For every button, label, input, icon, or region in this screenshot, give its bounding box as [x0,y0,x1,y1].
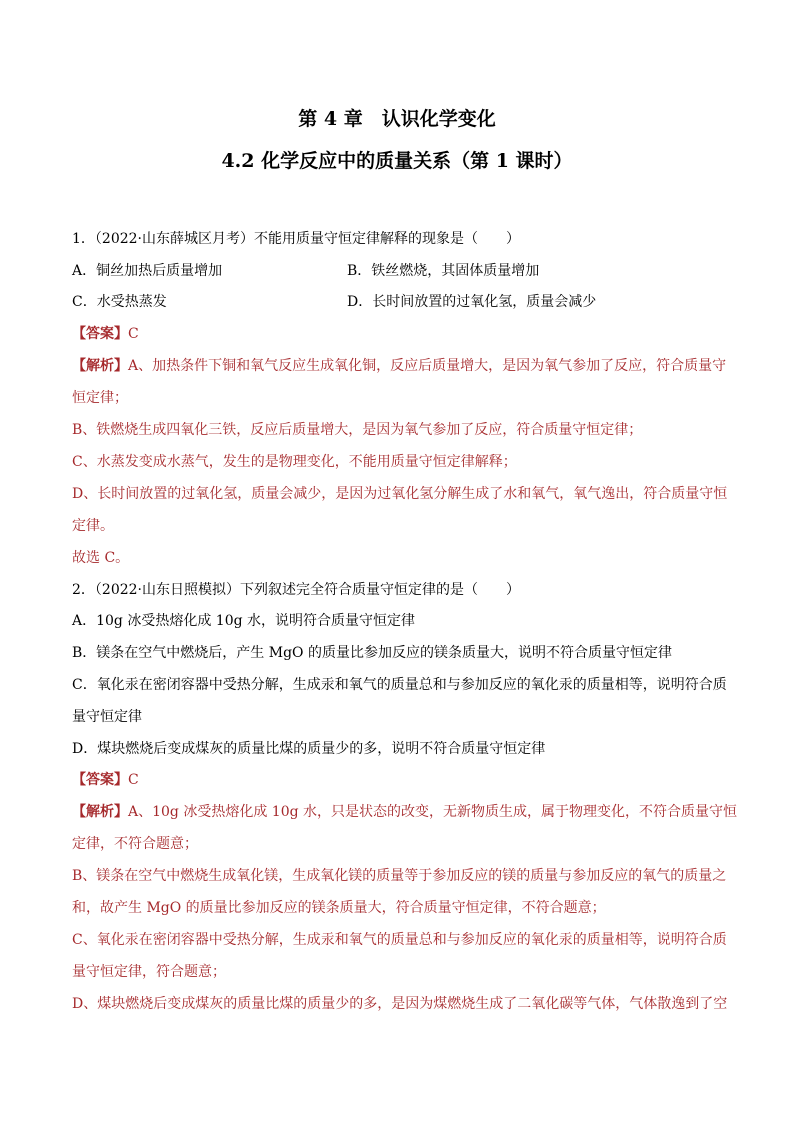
q2-option-d: D．煤块燃烧后变成煤灰的质量比煤的质量少的多，说明不符合质量守恒定律 [72,741,546,757]
analysis-tag: 【解析】 [72,358,128,374]
q2-analysis-line: B、镁条在空气中燃烧生成氧化镁，生成氧化镁的质量等于参加反应的镁的质量与参加反应的氧气的质量之 [72,868,727,884]
answer-value: C [128,772,139,788]
q2-analysis-line: 和，故产生 MgO 的质量比参加反应的镁条质量大，符合质量守恒定律，不符合题意； [72,900,606,916]
q2-option-a: A．10g 冰受热熔化成 10g 水，说明符合质量守恒定律 [72,613,416,629]
q1-option-b: B．铁丝燃烧，其固体质量增加 [347,263,540,279]
q2-analysis-line: C、氧化汞在密闭容器中受热分解，生成汞和氧气的质量总和与参加反应的氧化汞的质量相等，说明符合质 [72,932,727,948]
q1-analysis-line: B、铁燃烧生成四氧化三铁，反应后质量增大，是因为氧气参加了反应，符合质量守恒定律； [72,422,643,438]
q2-option-c: C．氧化汞在密闭容器中受热分解，生成汞和氧气的质量总和与参加反应的氧化汞的质量相等，说明符合质 [72,677,727,693]
q1-option-a: A．铜丝加热后质量增加 [72,263,223,279]
q1-analysis-line: 定律。 [72,518,114,534]
q1-option-d: D．长时间放置的过氧化氢，质量会减少 [347,294,597,310]
analysis-text: A、10g 冰受热熔化成 10g 水，只是状态的改变，无新物质生成，属于物理变化，不符合质量守恒 [128,804,738,820]
q1-analysis-line: 恒定律； [72,390,128,406]
q2-analysis-line: 定律，不符合题意； [72,836,198,852]
chapter-title: 第 4 章 认识化学变化 [298,108,496,130]
q1-option-row-1 [72,262,724,280]
q2-analysis-line: 量守恒定律，符合题意； [72,964,226,980]
q1-analysis-line: D、长时间放置的过氧化氢，质量会减少，是因为过氧化氢分解生成了水和氧气，氧气逸出，符合质量守恒 [72,486,728,502]
q2-analysis-line [72,803,738,821]
section-title: 4.2 化学反应中的质量关系（第 1 课时） [221,150,573,172]
q2-option-c-cont: 量守恒定律 [72,709,142,725]
q1-analysis-line: C、水蒸发变成水蒸气，发生的是物理变化，不能用质量守恒定律解释； [72,454,517,470]
answer-value: C [128,326,139,342]
q1-option-row-2 [72,293,724,311]
q1-analysis-line [72,357,727,375]
analysis-text: A、加热条件下铜和氧气反应生成氧化铜，反应后质量增大，是因为氧气参加了反应，符合质量守 [128,358,727,374]
q2-option-b: B．镁条在空气中燃烧后，产生 MgO 的质量比参加反应的镁条质量大，说明不符合质量守恒定律 [72,645,672,661]
answer-tag: 【答案】 [72,772,128,788]
q2-stem: 2．（2022·山东日照模拟）下列叙述完全符合质量守恒定律的是（ ） [72,582,520,598]
analysis-tag: 【解析】 [72,804,128,820]
answer-tag: 【答案】 [72,326,128,342]
q1-stem: 1．（2022·山东薛城区月考）不能用质量守恒定律解释的现象是（ ） [72,231,520,247]
q2-answer [72,771,724,789]
q1-conclusion: 故选 C。 [72,550,130,566]
q1-answer [72,325,724,343]
q2-analysis-line: D、煤块燃烧后变成煤灰的质量比煤的质量少的多，是因为煤燃烧生成了二氧化碳等气体，气体散逸到了空 [72,996,728,1012]
q1-option-c: C．水受热蒸发 [72,294,167,310]
